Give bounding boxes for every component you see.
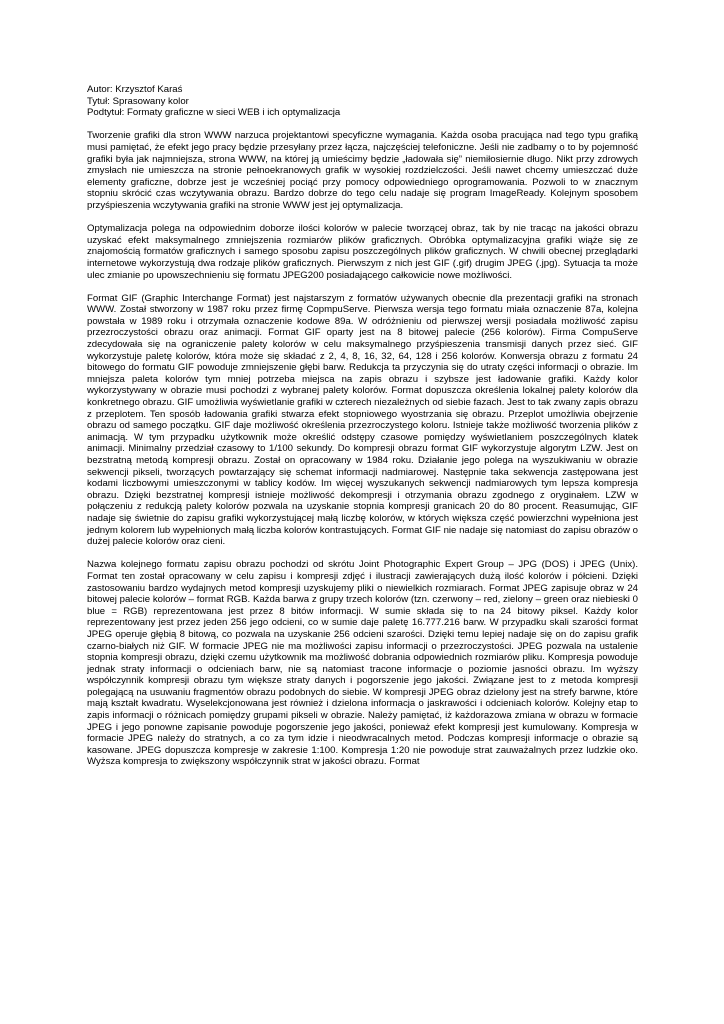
paragraph-optimization: Optymalizacja polega na odpowiednim doborze ilości kolorów w palecie tworzącej obraz, tak by nie tracąc na jakości obrazu uzyskać efekt maksymalnego zmniejszenia rozmiarów plików graficznych. Obróbka optymalizacyjna grafiki wiąże się ze znajomością formatów graficznych i samego sposobu zapisu poszczególnych plików graficznych. W chwili obecnej przeglądarki internetowe wykorzystują dwa rodzaje plików graficznych. Pierwszym z nich jest GIF (.gif) drugim JPEG (.jpg). Sytuacja ta może ulec zmianie po upowszechnieniu się formatu JPEG200 posiadającego całkowicie nowe możliwości. — [87, 223, 638, 281]
document-metadata — [87, 84, 638, 119]
paragraph-gif: Format GIF (Graphic Interchange Format) jest najstarszym z formatów używanych obecnie dla prezentacji grafiki na stronach WWW. Został stworzony w 1987 roku przez firmę CopmpuServe. Pierwsza wersja tego formatu miała oznaczenie 87a, kolejna powstała w 1989 roku i otrzymała oznaczenie kodowe 89a. W odróżnieniu od pierwszej wersji posiadała możliwość zapisu przezroczystości obrazu oraz animacji. Format GIF oparty jest na 8 bitowej palecie (256 kolorów). Firma CompuServe zdecydowała się na ograniczenie palety kolorów w celu maksymalnego przyśpieszenia transmisji danych przez sieć. GIF wykorzystuje paletę kolorów, która może się składać z 2, 4, 8, 16, 32, 64, 128 i 256 kolorów. Konwersja obrazu z formatu 24 bitowego do formatu GIF powoduje zmniejszenie głębi barw. Redukcja ta przyczynia się do utraty części informacji o obrazie. Im mniejsza paleta kolorów tym mniej potrzeba miejsca na zapis obrazu i szybsze jest ładowanie grafiki. Każdy kolor wykorzystywany w obrazie musi pochodzi z wybranej palety kolorów. Format dopuszcza określenia lokalnej palety kolorów dla konkretnego obrazu. GIF umożliwia wyświetlanie grafiki w czterech niezależnych od siebie fazach. Jest to tak zwany zapis obrazu z przeplotem. Ten sposób ładowania grafiki stwarza efekt stopniowego wyostrzania się obrazu. Przeplot umożliwia obejrzenie obrazu od samego początku. GIF daje możliwość określenia przezroczystego koloru. Istnieje także możliwość tworzenia plików z animacją. W tym przypadku użytkownik może określić odstępy czasowe pomiędzy wyświetlaniem poszczególnych klatek animacji. Minimalny przedział czasowy to 1/100 sekundy. Do kompresji obrazu format GIF wykorzystuje algorytm LZW. Jest on bezstratną metodą kompresji obrazu. Został on opracowany w 1984 roku. Działanie jego polega na wyszukiwaniu w obrazie sekwencji pikseli, tworzących powtarzający się schemat informacji nadmiarowej. Następnie taka sekwencja zastępowana jest kodami liczbowymi umieszczonymi w tablicy kodów. Im więcej wyszukanych sekwencji nadmiarowych tym lepsza kompresja obrazu. Dzięki bezstratnej kompresji istnieje możliwość dekompresji i otrzymania obrazu zgodnego z oryginałem. LZW w połączeniu z redukcją palety kolorów pozwala na uzyskanie stopnia kompresji granicach 20 do 80 procent. Reasumując, GIF nadaje się świetnie do zapisu grafiki wykorzystującej małą liczbę kolorów, w których większa część powierzchni wypełniona jest jednym kolorem lub wypełnionych małą liczba kolorów kontrastujących. Format GIF nie nadaje się natomiast do zapisu obrazów o dużej palecie kolorów oraz cieni. — [87, 292, 638, 548]
author-line: Autor: Krzysztof Karaś — [87, 84, 183, 95]
paragraph-jpeg: Nazwa kolejnego formatu zapisu obrazu pochodzi od skrótu Joint Photographic Expert Group – JPG (DOS) i JPEG (Unix). Format ten został opracowany w celu zapisu i kompresji zdjęć i ilustracji zawierających dużą ilość kolorów i półcieni. Dzięki zastosowaniu bardzo wydajnych metod kompresji uzyskujemy pliki o niewielkich rozmiarach. Format JPEG zapisuje obraz w 24 bitowej palecie kolorów – format RGB. Każda barwa z grupy trzech kolorów (tzn. czerwony – red, zielony – green oraz niebieski 0 blue = RGB) reprezentowana jest przez 8 bitów informacji. W sumie składa się to na 24 bitowy piksel. Każdy kolor reprezentowany jest przez jeden 256 jego odcieni, co w sumie daje paletę 16.777.216 barw. W przypadku skali szarości format JPEG operuje głębią 8 bitową, co pozwala na uzyskanie 256 odcieni szarości. Dzięki temu lepiej nadaje się on do zapisu grafik czarno-białych niż GIF. W formacie JPEG nie ma możliwości zapisu informacji o przezroczystości. JPEG pozwala na ustalenie stopnia kompresji obrazu, dzięki czemu użytkownik ma możliwość dobrania odpowiednich rozmiarów pliku. Kompresja powoduje jednak straty informacji o odcieniach barw, nie są natomiast tracone informacje o poziomie jasności obrazu. Im wyższy współczynnik kompresji obrazu tym większe straty danych i pogorszenie jego jakości. Związane jest to z metoda kompresji polegającą na usuwaniu fragmentów obrazu podobnych do siebie. W kompresji JPEG obraz dzielony jest na strefy barwne, które mają kształt kwadratu. Wyselekcjonowana jest również i dzielona informacja o jaskrawości i odcieniach kolorów. Kolejny etap to zapis informacji o różnicach pomiędzy grupami pikseli w obrazie. Należy pamiętać, iż każdorazowa zmiana w obrazu w formacie JPEG i jego ponowne zapisanie powoduje pogorszenie jego jakości, ponieważ efekt kompresji jest kumulowany. Kompresja w formacie JPEG należy do stratnych, a co za tym idzie i nieodwracalnych metod. Podczas kompresji informacje o obrazie są kasowane. JPEG dopuszcza kompresje w zakresie 1:100. Kompresja 1:20 nie powoduje strat zauważalnych przez ludzkie oko. Wyższa kompresja to zwiększony współczynnik strat w jakości obrazu. Format — [87, 559, 638, 768]
paragraph-intro: Tworzenie grafiki dla stron WWW narzuca projektantowi specyficzne wymagania. Każda osoba pracująca nad tego typu grafiką musi pamiętać, że efekt jego pracy będzie przesyłany przez łącza, najczęściej telefoniczne. Jeśli nie zadbamy o to by pojemność grafiki była jak najmniejsza, strona WWW, na której ją umieścimy będzie „ładowała się” niemiłosiernie długo. Nikt przy zdrowych zmysłach nie umieszcza na stronie pełnoekranowych grafik w wysokiej rozdzielczości. Jeśli nawet chcemy umieszczać duże elementy graficzne, dobrze jest je wcześniej pociąć przy pomocy odpowiedniego oprogramowania. Pozwoli to w znacznym stopniu skrócić czas wczytywania obrazu. Bardzo dobrze do tego celu nadaje się program ImageReady. Kolejnym sposobem przyśpieszenia wczytywania grafiki na stronie WWW jest jej optymalizacja. — [87, 130, 638, 211]
title-line: Tytuł: Sprasowany kolor — [87, 95, 189, 107]
subtitle-line: Podtytuł: Formaty graficzne w sieci WEB i ich optymalizacja — [87, 107, 341, 119]
document-page — [87, 84, 638, 768]
